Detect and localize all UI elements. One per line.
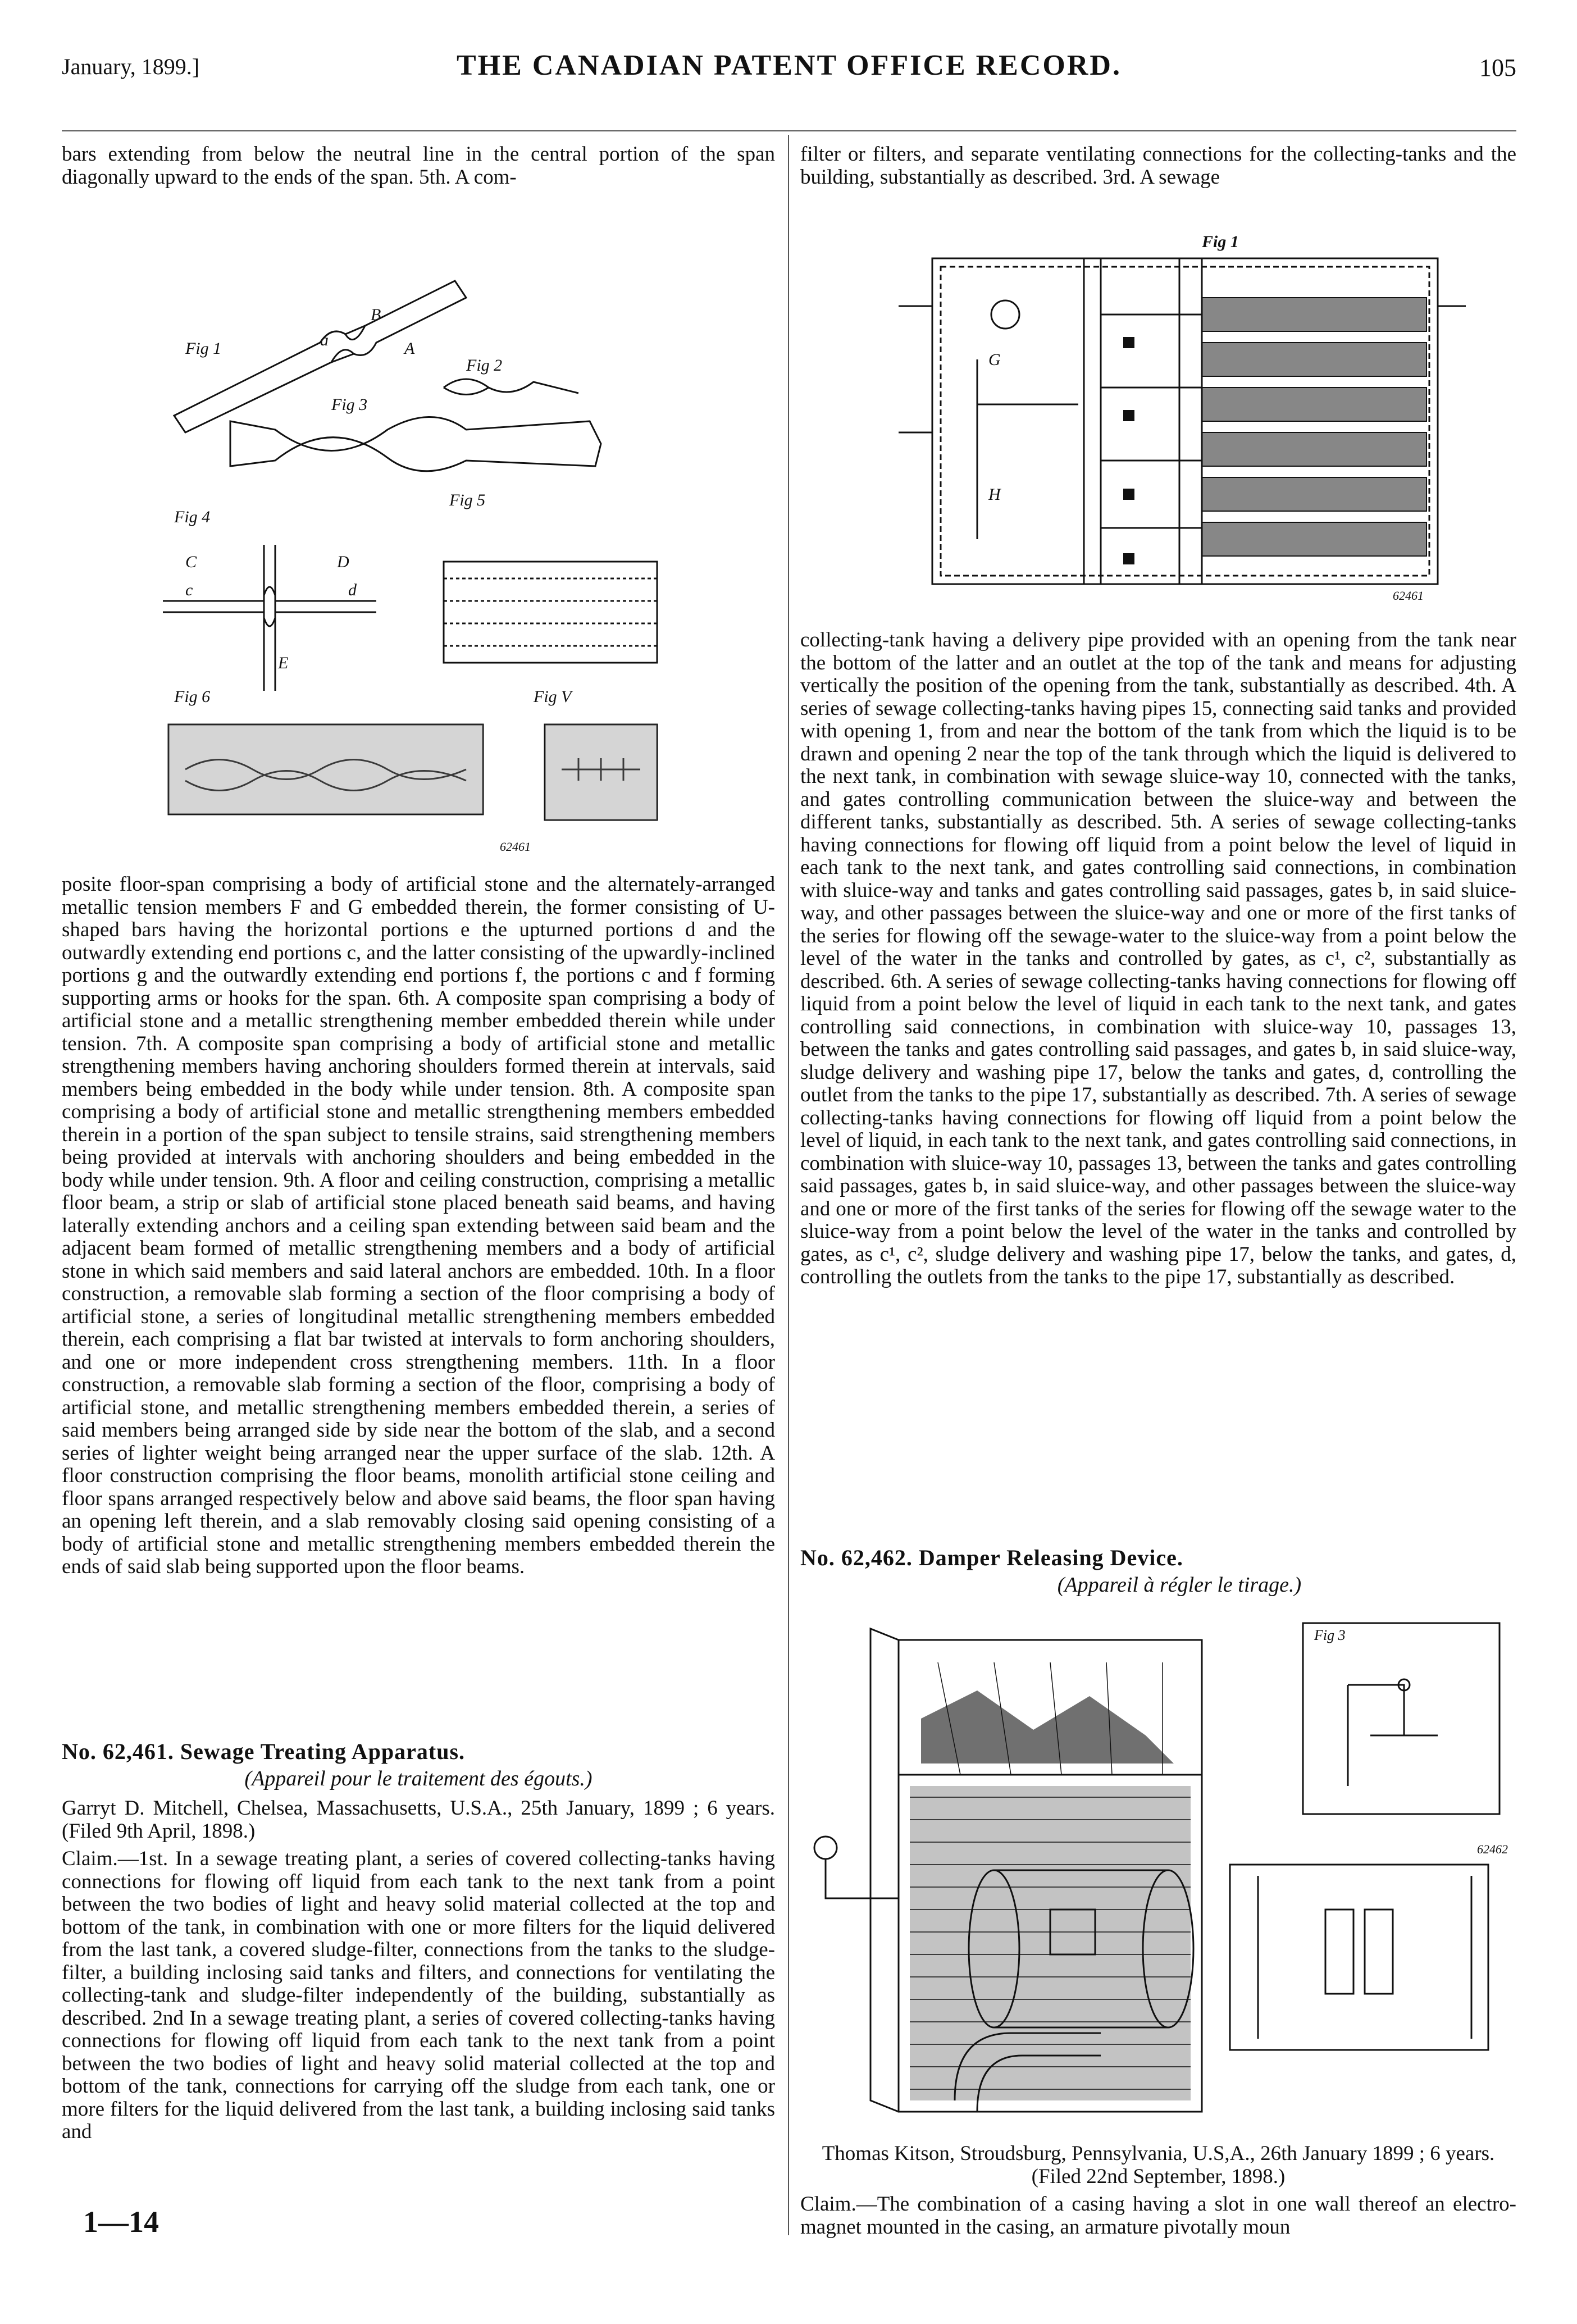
label-B: B bbox=[371, 306, 381, 324]
damper-serial: 62462 bbox=[1477, 1842, 1508, 1856]
label-c: c bbox=[185, 581, 193, 599]
label-C: C bbox=[185, 553, 197, 571]
signature-mark: 1—14 bbox=[83, 2205, 159, 2239]
label-d: d bbox=[348, 581, 357, 599]
patent-62462-claim: Claim.—The combination of a casing having a slot in one wall thereof an electro-magnet mounted in the casing, an armature pivotally moun bbox=[800, 2193, 1516, 2239]
header-rule bbox=[62, 130, 1516, 131]
patent-62461-french-title: (Appareil pour le traitement des égouts.) bbox=[244, 1767, 592, 1790]
sewage-plan-figure bbox=[887, 225, 1471, 607]
page-header bbox=[62, 49, 1516, 98]
column-divider bbox=[788, 135, 789, 2235]
damper-figure bbox=[809, 1606, 1511, 2129]
label-a: a bbox=[320, 331, 329, 349]
page-number: 105 bbox=[1479, 54, 1516, 81]
fig3-label: Fig 3 bbox=[331, 395, 368, 414]
label-D: D bbox=[337, 553, 349, 571]
fig4-label: Fig 4 bbox=[174, 508, 211, 526]
damper-fig-label: Fig 3 bbox=[1314, 1627, 1346, 1643]
plan-serial: 62461 bbox=[1393, 589, 1424, 603]
patent-62461-heading: No. 62,461. Sewage Treating Apparatus. bbox=[62, 1739, 466, 1764]
left-top-paragraph: bars extending from below the neutral line in the central portion of the span diagonally upward to the ends of the span. 5th. A com- bbox=[62, 143, 775, 189]
right-top-paragraph: filter or filters, and separate ventilating connections for the collecting-tanks and the building, substantially as described. 3rd. A sewage bbox=[800, 143, 1516, 189]
plan-label-H: H bbox=[988, 485, 1001, 504]
patent-62462-inventor: Thomas Kitson, Stroudsburg, Pennsylvania, U.S,A., 26th January 1899 ; 6 years. (Filed 22nd September, 1898.) bbox=[822, 2142, 1495, 2188]
patent-62461-inventor: Garryt D. Mitchell, Chelsea, Massachusetts, U.S.A., 25th January, 1899 ; 6 years. (Filed 9th April, 1898.) bbox=[62, 1797, 775, 1843]
plan-fig-label: Fig 1 bbox=[1202, 233, 1239, 251]
plan-label-G: G bbox=[988, 350, 1001, 369]
fig6-label: Fig 6 bbox=[174, 687, 211, 706]
label-E: E bbox=[278, 654, 289, 672]
issue-date: January, 1899.] bbox=[62, 54, 200, 79]
reinforcement-figures bbox=[152, 208, 713, 854]
left-main-paragraph: posite floor-span comprising a body of artificial stone and the alternately-arranged metallic tension members F and G embedded therein, the former consisting of U-shaped bars having the horizontal portions e the upturned portions d and the outwardly extending end portions c, and the latter consisting of the upwardly-inclined portions g and the outwardly extending end portions f, the portions c and f forming supporting arms or hooks for the span. 6th. A composite span comprising a body of artificial stone and a metallic strengthening member embedded therein while under tension. 7th. A composite span comprising a body of artificial stone and metallic strengthening members having anchoring shoulders formed therein at intervals, said members being embedded in the body while under tension. 8th. A composite span comprising a body of artificial stone and metallic strengthening members embedded therein in a portion of the span subject to tensile strains, said strengthening members being provided at intervals with anchoring shoulders and being embedded in the body while under tension. 9th. A floor and ceiling construction, comprising a metallic floor beam, a strip or slab of artificial stone placed beneath said beams, and having laterally extending anchors and a ceiling span extending between said beam and the adjacent beam formed of metallic strengthening members and a body of artificial stone in which said members and said lateral anchors are embedded. 10th. In a floor construction, a removable slab forming a section of the floor comprising a body of artificial stone, a series of longitudinal metallic strengthening members embedded therein, each comprising a flat bar twisted at intervals to form anchoring shoulders, and one or more independent cross strengthening members. 11th. In a floor construction, a removable slab forming a section of the floor, comprising a body of artificial stone, and metallic strengthening members embedded therein, a series of said members being arranged side by side near the bottom of the slab, and a second series of lighter weight being arranged near the upper surface of the slab. 12th. A floor construction comprising the floor beams, monolith artificial stone ceiling and floor spans arranged respectively below and above said beams, the floor span having an opening left therein, and a slab removably closing said opening consisting of a body of artificial stone and metallic strengthening members embedded therein the ends of said slab being supported upon the floor beams. bbox=[62, 873, 776, 1578]
patent-62462-french-title: (Appareil à régler le tirage.) bbox=[1057, 1573, 1302, 1597]
label-A: A bbox=[404, 339, 415, 358]
figure-serial: 62461 bbox=[500, 840, 531, 854]
publication-title: THE CANADIAN PATENT OFFICE RECORD. bbox=[457, 49, 1122, 81]
patent-62461-claim: Claim.—1st. In a sewage treating plant, a series of covered collecting-tanks having connections for flowing off liquid from each tank to the next tank from a point between the two bodies of light and heavy solid material collected at the top and bottom of the tank, in combination with one or more filters for the liquid delivered from the last tank, a covered sludge-filter, connections from the tanks to the sludge-filter, a building inclosing said tanks and filters, and connections for ventilating the collecting-tank and sludge-filter independently of the building, substantially as described. 2nd In a sewage treating plant, a series of covered collecting-tanks having connections for flowing off liquid from each tank to the next tank from a point between the two bodies of light and heavy solid material collected at the top and bottom of the tank, connections for carrying off the sludge from each tank, one or more filters for the liquid delivered from the last tank, a building inclosing said tanks and bbox=[62, 1847, 775, 2143]
fig1-label: Fig 1 bbox=[185, 339, 222, 358]
patent-62462-heading: No. 62,462. Damper Releasing Device. bbox=[800, 1545, 1183, 1570]
fig5-label: Fig 5 bbox=[449, 491, 486, 509]
fig2-label: Fig 2 bbox=[466, 356, 503, 375]
right-main-paragraph: collecting-tank having a delivery pipe provided with an opening from the tank near the bottom of the latter and an outlet at the top of the tank and means for adjusting vertically the position of the opening from the tank, substantially as described. 4th. A series of sewage collecting-tanks having pipes 15, connecting said tanks and provided with opening 1, from and near the bottom of the tank from which the liquid is to be drawn and opening 2 near the top of the tank through which the liquid is delivered to the next tank, in combination with sewage sluice-way 10, connected with the tanks, and gates controlling communication between the sluice-way and between the different tanks, substantially as described. 5th. A series of sewage collecting-tanks having connections for flowing off liquid from a point below the level of liquid in each tank to the next tank, and gates controlling said connections, in combination with sluice-way and tanks and gates controlling said passages, gates b, in said sluice-way, and other passages between the sluice-way and one or more of the first tanks of the series for flowing off the sewage-water to the sluice-way from a point below the level of the water in the tanks and controlled by gates, as c¹, c², substantially as described. 6th. A series of sewage collecting-tanks having connections for flowing off liquid from a point below the level of liquid in each tank to the next tank, and gates controlling said connections, in combination with sluice-way 10, passages 13, between the tanks and gates controlling said passages, and gates b, in said sluice-way, sludge delivery and washing pipe 17, below the tanks and gates, d, controlling the outlet from the tanks to the pipe 17, substantially as described. 7th. A series of sewage collecting-tanks having connections for flowing off liquid from a point below the level of liquid, in each tank to the next tank, and gates controlling said connections, in combination with sluice-way 10, passages 13, between the tanks and gates controlling said passages, gates b, in said sluice-way, and other passages between the sluice-way and one or more of the first tanks of the series for flowing off the sewage water to the sluice-way from a point below the level of the water in the tanks and controlled by gates, as c¹, c², sludge delivery and washing pipe 17, below the tanks, and gates, d, controlling the outlets from the tanks to the pipe 17, substantially as described. bbox=[800, 628, 1516, 1288]
figV-label: Fig V bbox=[534, 687, 572, 706]
